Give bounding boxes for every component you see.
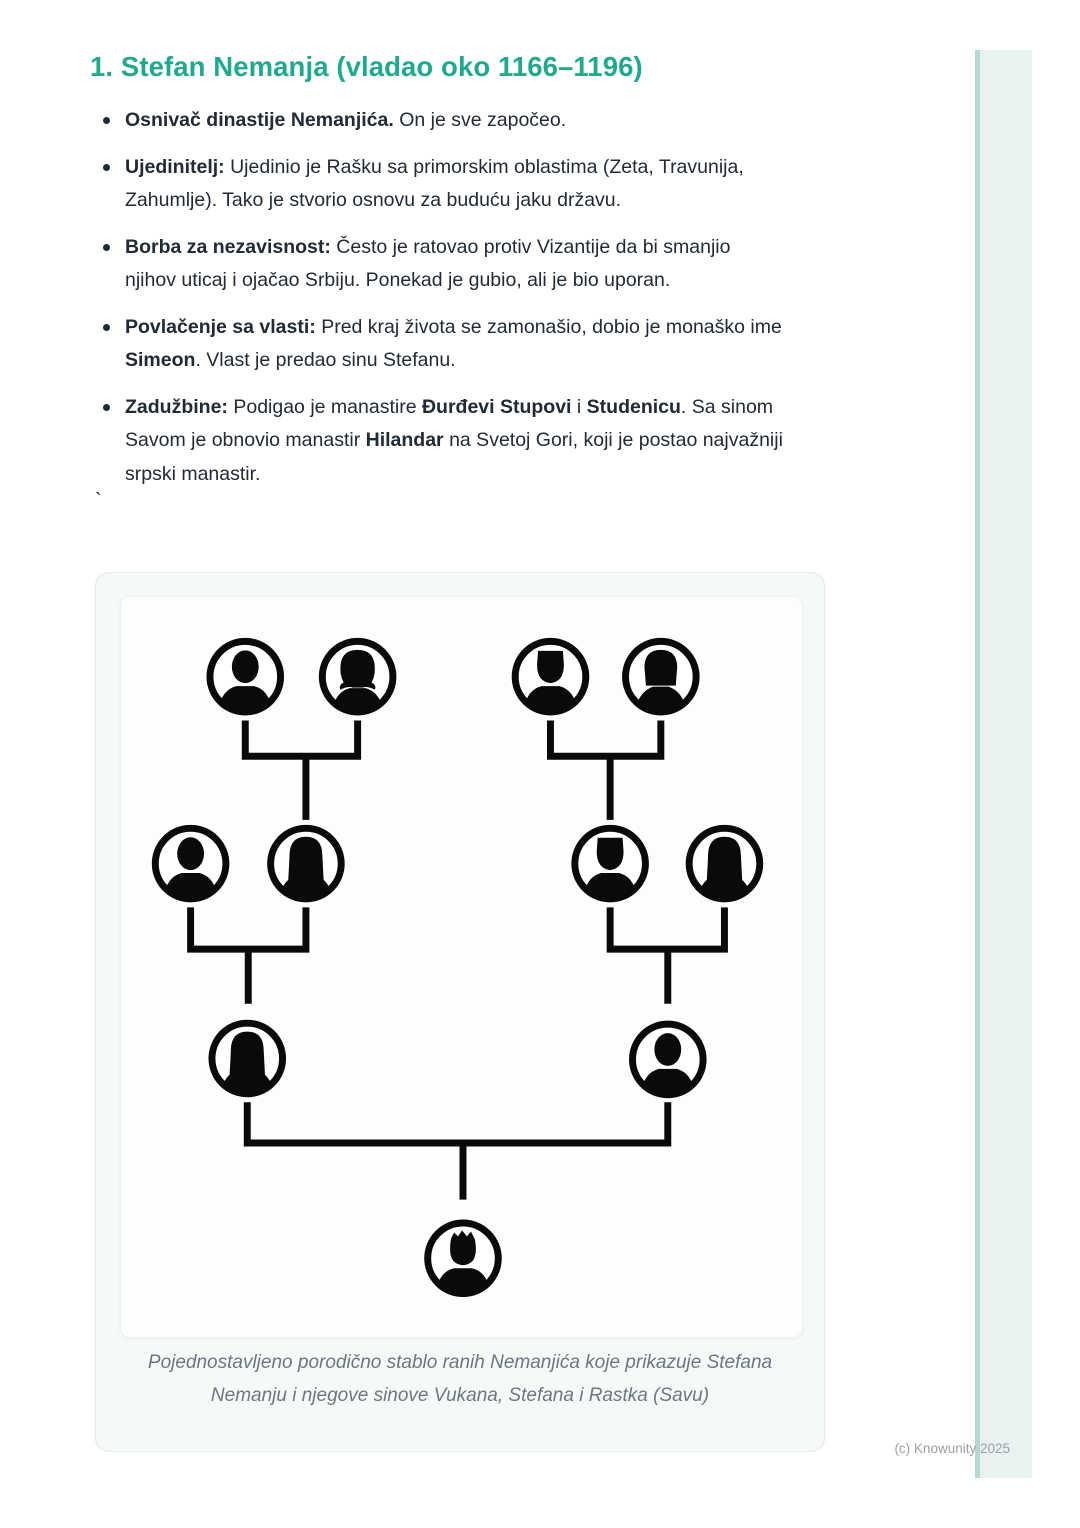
family-tree-svg (121, 597, 802, 1337)
avatar-gen2-left-husband (155, 828, 226, 901)
page-edge-bar (975, 50, 1032, 1478)
family-tree-card (95, 572, 825, 1452)
avatar-gen3-right-father (632, 1024, 703, 1097)
notes-content (90, 50, 840, 504)
avatar-gen1-right-mother (626, 641, 697, 714)
bullet-list (90, 104, 840, 491)
avatar-gen1-right-father (515, 641, 586, 714)
avatar-gen2-right-husband (575, 828, 646, 901)
bullet-item: Povlačenje sa vlasti: Pred kraj života se zamonašio, dobio je monaško ime Simeon. Vlast je predao sinu Stefanu. (90, 311, 840, 378)
bullet-marker (103, 117, 110, 124)
stray-backtick: ` (95, 490, 102, 512)
bullet-marker (103, 164, 110, 171)
bullet-marker (103, 404, 110, 411)
tree-connector-gen2-right (610, 907, 724, 949)
avatar-gen2-right-wife (689, 828, 760, 901)
bullet-item: Osnivač dinastije Nemanjića. On je sve započeo. (90, 104, 840, 138)
avatar-gen3-left-mother (212, 1023, 283, 1096)
page-title: 1. Stefan Nemanja (vladao oko 1166–1196) (90, 51, 643, 82)
bullet-marker (103, 324, 110, 331)
bullet-marker (103, 244, 110, 251)
family-tree-image (120, 596, 803, 1338)
figure-caption-wrap (96, 1346, 824, 1412)
tree-connector-gen3 (247, 1102, 668, 1143)
copyright-watermark: (c) Knowunity 2025 (894, 1441, 1010, 1456)
tree-connector-gen2-left (191, 907, 306, 949)
tree-connector-gen1-right (550, 720, 660, 756)
figure-caption: Pojednostavljeno porodično stablo ranih Nemanjića koje prikazuje Stefana Nemanju i njegove sinove Vukana, Stefana i Rastka (Savu) (147, 1352, 773, 1406)
avatar-gen2-left-wife (271, 828, 342, 901)
tree-connector-gen1-left (245, 720, 357, 756)
avatar-root-son (428, 1223, 499, 1296)
bullet-item: Zadužbine: Podigao je manastire Đurđevi Stupovi i Studenicu. Sa sinom Savom je obnovio manastir Hilandar na Svetoj Gori, koji je postao najvažniji srpski manastir. (90, 391, 840, 492)
avatar-gen1-left-mother (322, 641, 393, 714)
bullet-item: Ujedinitelj: Ujedinio je Rašku sa primorskim oblastima (Zeta, Travunija, Zahumlje). Tako je stvorio osnovu za buduću jaku državu. (90, 151, 840, 218)
avatar-gen1-left-father (210, 641, 281, 714)
bullet-item: Borba za nezavisnost: Često je ratovao protiv Vizantije da bi smanjio njihov uticaj i ojačao Srbiju. Ponekad je gubio, ali je bio uporan. (90, 231, 840, 298)
